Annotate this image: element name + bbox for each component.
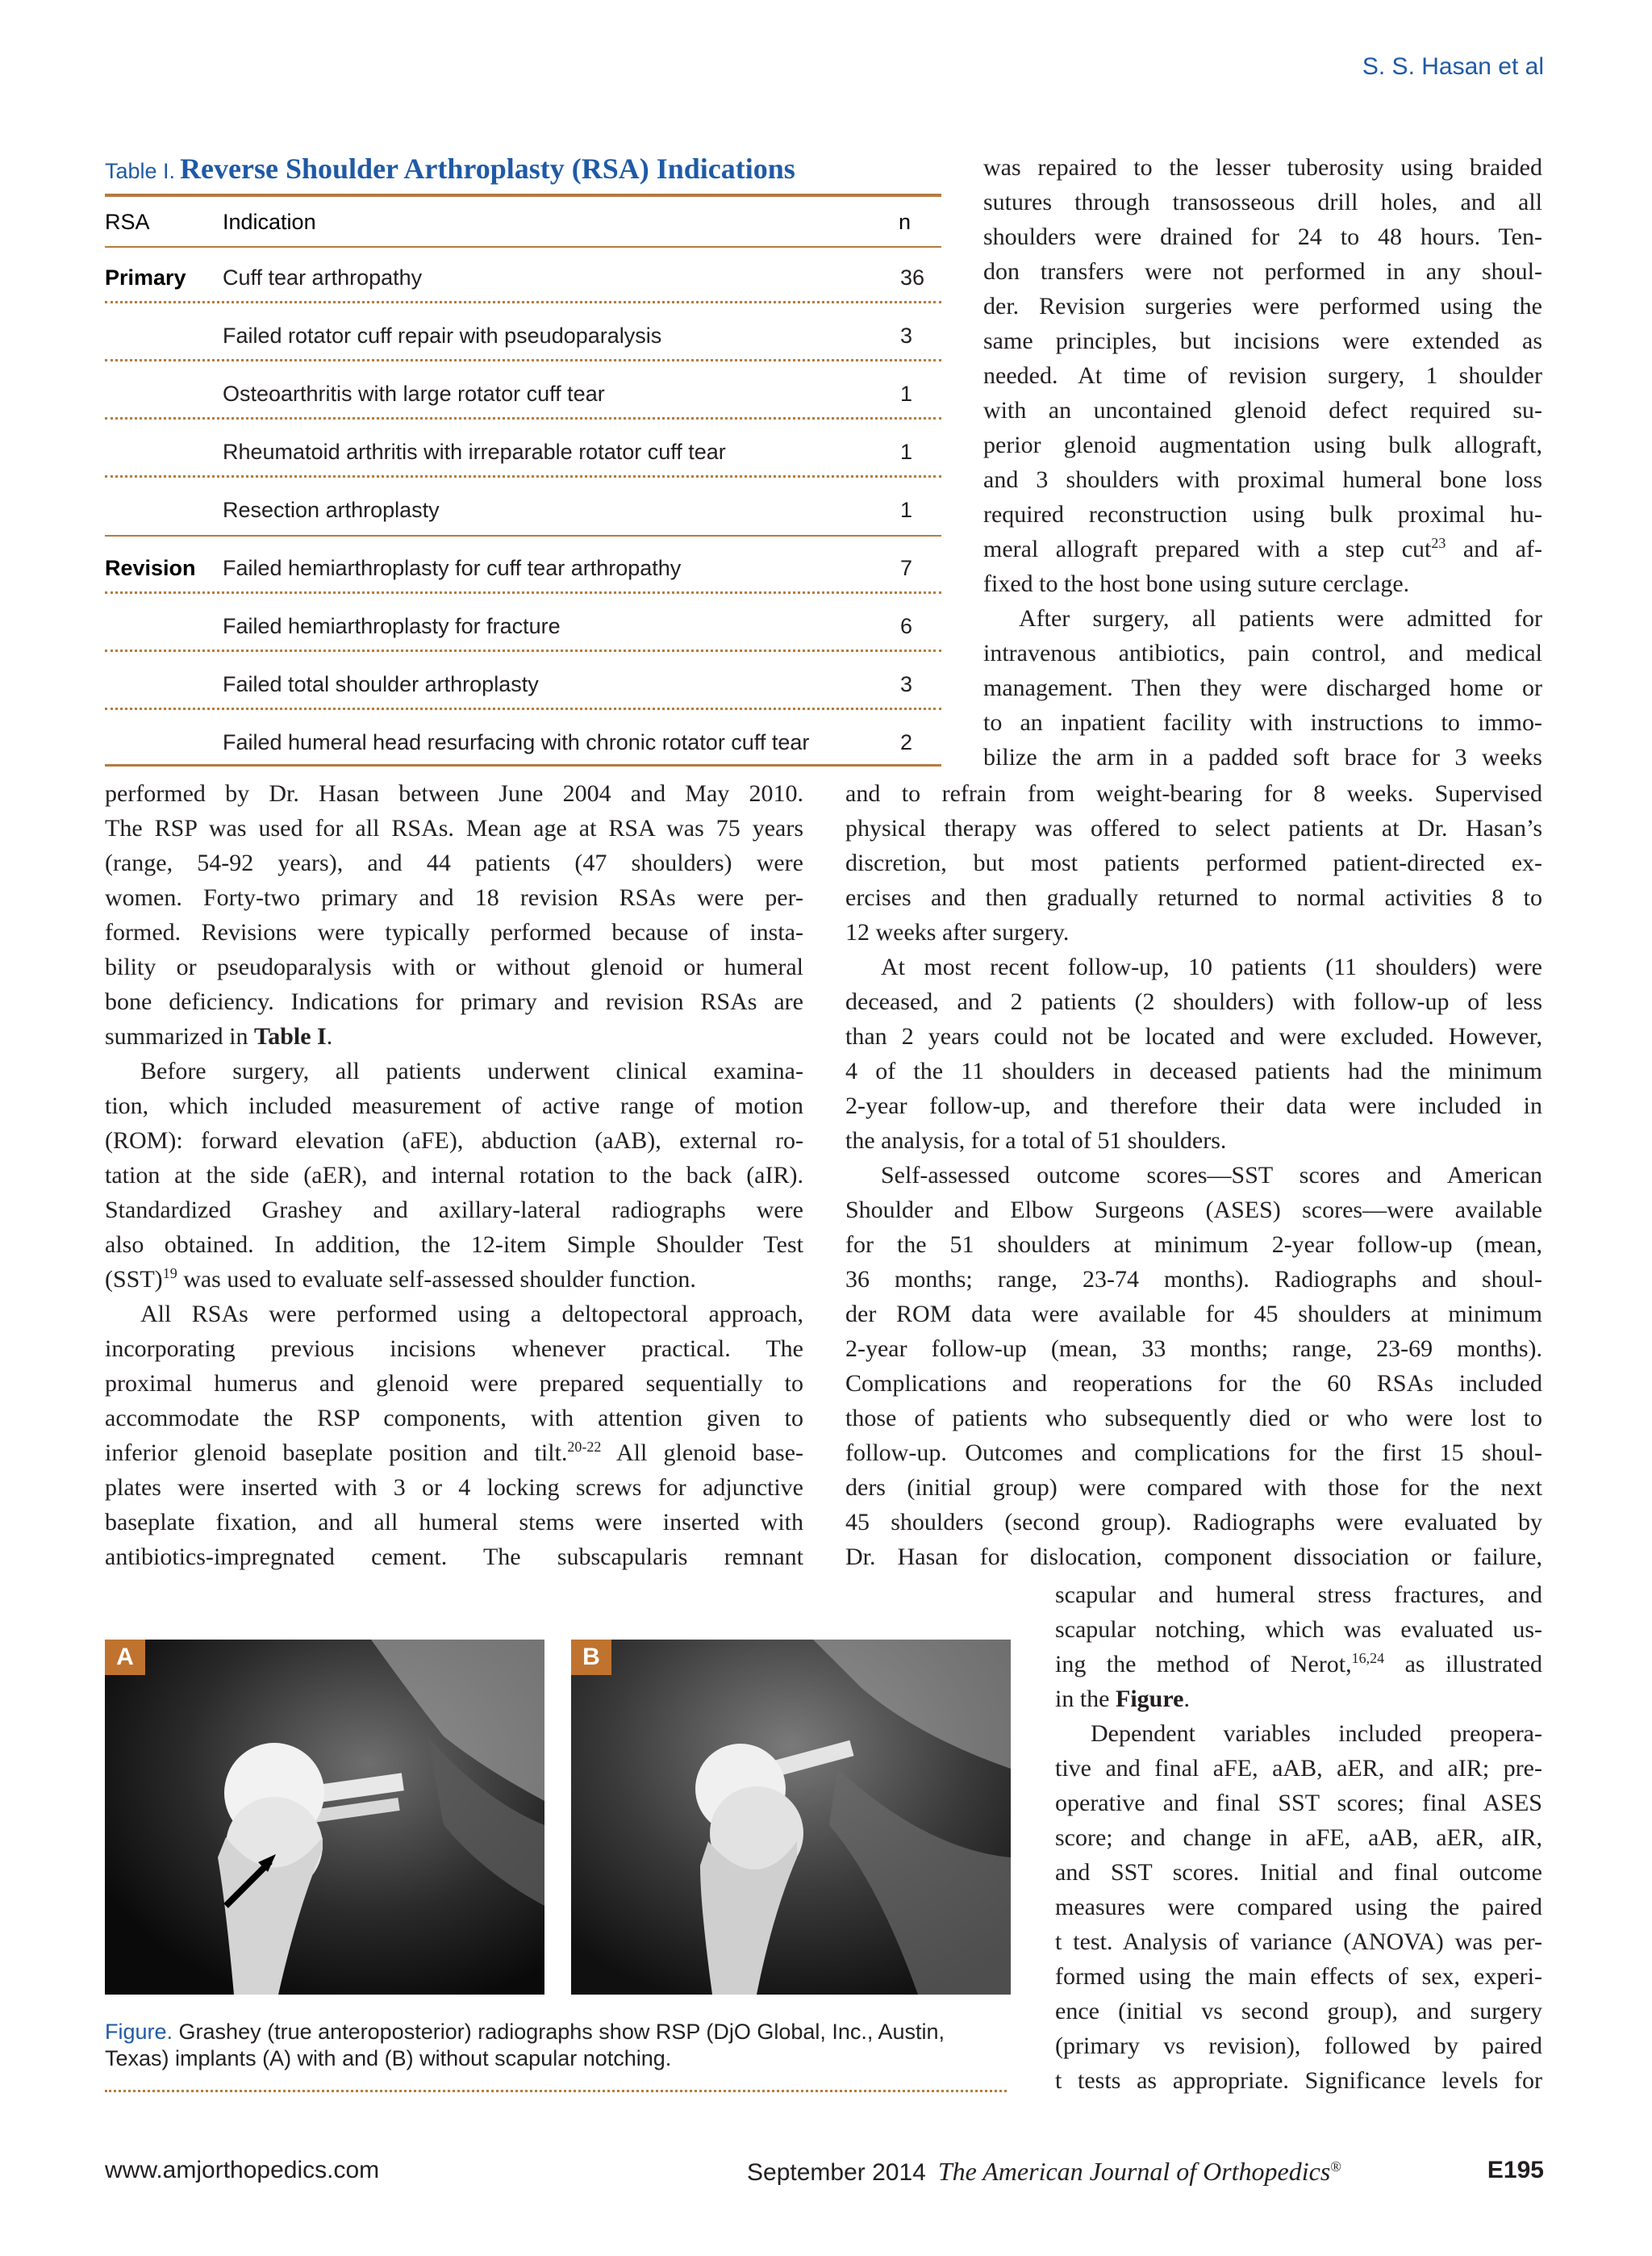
text-line [983, 532, 1542, 566]
left-p1-last-line [105, 1019, 803, 1054]
running-head: S. S. Hasan et al [1362, 53, 1544, 80]
footer-issue [747, 2157, 1341, 2187]
figure-caption [105, 2019, 960, 2072]
text-line: discretion, but most patients performed patient-directed ex- [845, 850, 1542, 876]
table-cell-indication: Failed total shoulder arthroplasty [223, 672, 539, 696]
text-line: score; and change in aFE, aAB, aER, aIR, [1055, 1824, 1542, 1851]
figure-bottom-rule [105, 2090, 1007, 2092]
text-line: proximal humerus and glenoid were prepared sequentially to [105, 1370, 803, 1397]
right-bottom-line-4 [1055, 1682, 1542, 1716]
text-line: bilize the arm in a padded soft brace for 3 weeks [983, 744, 1542, 771]
table-row-divider [105, 301, 941, 303]
table-cell-n: 36 [900, 265, 925, 290]
text-line: Shoulder and Elbow Surgeons (ASES) scores—were available [845, 1197, 1542, 1223]
right-column-top [983, 150, 1542, 775]
table-cell-indication: Cuff tear arthropathy [223, 265, 423, 290]
text-line: with an uncontained glenoid defect required su- [983, 397, 1542, 424]
text-line: 4 of the 11 shoulders in deceased patients had the minimum [845, 1058, 1542, 1084]
table-cell-n: 1 [900, 498, 913, 522]
table-row-divider [105, 475, 941, 478]
text-line: performed by Dr. Hasan between June 2004 and May 2010. [105, 780, 803, 807]
text-line: der. Revision surgeries were performed using the [983, 293, 1542, 320]
left-column [105, 776, 803, 1574]
xray-b-image [571, 1640, 1011, 1995]
text-line: and SST scores. Initial and final outcome [1055, 1859, 1542, 1886]
table-row-divider [105, 650, 941, 652]
table-label: Table I. [105, 159, 176, 183]
text-span: in the [1055, 1686, 1116, 1712]
citation: 19 [162, 1265, 177, 1281]
text-line: At most recent follow-up, 10 patients (11 shoulders) were [881, 954, 1542, 980]
text-line: 36 months; range, 23-74 months). Radiographs and shoul- [845, 1266, 1542, 1293]
text-line: intravenous antibiotics, pain control, and medical [983, 640, 1542, 666]
table-ref: Table I [253, 1023, 327, 1050]
text-span: (SST) [105, 1266, 163, 1293]
text-line: also obtained. In addition, the 12-item Simple Shoulder Test [105, 1231, 803, 1258]
xray-a-image [105, 1640, 544, 1995]
text-line: (primary vs revision), followed by paired [1055, 2032, 1542, 2059]
text-line: plates were inserted with 3 or 4 locking screws for adjunctive [105, 1474, 803, 1501]
text-line: t tests as appropriate. Significance levels for [1055, 2067, 1542, 2094]
text-line: Dr. Hasan for dislocation, component dissociation or failure, [845, 1544, 1542, 1570]
text-span: ing the method of Nerot, [1055, 1651, 1352, 1677]
right-column-middle [845, 776, 1542, 1574]
text-line: bone deficiency. Indications for primary and revision RSAs are [105, 988, 803, 1015]
text-line: the analysis, for a total of 51 shoulders. [845, 1127, 1227, 1154]
text-line: tion, which included measurement of active range of motion [105, 1092, 803, 1119]
text-line: deceased, and 2 patients (2 shoulders) with follow-up of less [845, 988, 1542, 1015]
text-line: to an inpatient facility with instructions to immo- [983, 709, 1542, 736]
text-line: incorporating previous incisions whenever practical. The [105, 1335, 803, 1362]
text-line: ence (initial vs second group), and surgery [1055, 1998, 1542, 2024]
text-line: scapular and humeral stress fractures, and [1055, 1581, 1542, 1608]
table-title [105, 152, 944, 187]
table-cell-indication: Osteoarthritis with large rotator cuff tear [223, 382, 605, 406]
text-line: Standardized Grashey and axillary-lateral radiographs were [105, 1197, 803, 1223]
text-line: Self-assessed outcome scores—SST scores and American [881, 1162, 1542, 1189]
text-line: and 3 shoulders with proximal humeral bone loss [983, 466, 1542, 493]
text-line: ercises and then gradually returned to normal activities 8 to [845, 884, 1542, 911]
table-row-divider [105, 591, 941, 594]
text-line: t test. Analysis of variance (ANOVA) was per- [1055, 1928, 1542, 1955]
text-span: All glenoid base- [601, 1439, 803, 1466]
table-cell-group: Revision [105, 556, 196, 580]
text-line: Dependent variables included preopera- [1091, 1720, 1542, 1747]
text-span: summarized in [105, 1023, 254, 1050]
text-line: was repaired to the lesser tuberosity using braided [983, 154, 1542, 181]
figure-ref: Figure [1116, 1686, 1184, 1712]
text-line: those of patients who subsequently died or who were lost to [845, 1405, 1542, 1431]
text-line: physical therapy was offered to select patients at Dr. Hasan’s [845, 815, 1542, 842]
table-cell-indication: Rheumatoid arthritis with irreparable rotator cuff tear [223, 440, 726, 464]
text-span: inferior glenoid baseplate position and tilt. [105, 1439, 568, 1466]
text-line: for the 51 shoulders at minimum 2-year follow-up (mean, [845, 1231, 1542, 1258]
citation: 16,24 [1351, 1650, 1385, 1666]
panel-b-tag: B [571, 1640, 611, 1675]
table-header-indication: Indication [223, 210, 316, 234]
text-span: . [326, 1023, 333, 1050]
left-p2-last-line [105, 1262, 803, 1297]
text-line: than 2 years could not be located and were excluded. However, [845, 1023, 1542, 1050]
figure-caption-text: Grashey (true anteroposterior) radiographs show RSP (DjO Global, Inc., Austin, Texas) implants (A) with and (B) without scapular notching. [105, 2020, 945, 2070]
text-line: tive and final aFE, aAB, aER, and aIR; pre- [1055, 1755, 1542, 1782]
text-line: perior glenoid augmentation using bulk allograft, [983, 432, 1542, 458]
table-bottom-rule [105, 764, 941, 767]
text-line: tation at the side (aER), and internal rotation to the back (aIR). [105, 1162, 803, 1189]
text-line: required reconstruction using bulk proximal hu- [983, 501, 1542, 528]
footer-date: September 2014 [747, 2159, 926, 2186]
table-header-rsa: RSA [105, 210, 150, 234]
text-line: fixed to the host bone using suture cerclage. [983, 570, 1410, 597]
table-cell-indication: Failed hemiarthroplasty for cuff tear arthropathy [223, 556, 682, 580]
table-header-rule [105, 246, 941, 248]
text-line: Complications and reoperations for the 60 RSAs included [845, 1370, 1542, 1397]
footer-url: www.amjorthopedics.com [105, 2157, 380, 2183]
table-cell-n: 1 [900, 440, 913, 464]
left-p3-line-5 [105, 1435, 803, 1470]
text-line: don transfers were not performed in any shoul- [983, 258, 1542, 285]
text-line: measures were compared using the paired [1055, 1894, 1542, 1920]
text-line: operative and final SST scores; final ASES [1055, 1790, 1542, 1816]
page-number: E195 [1487, 2157, 1544, 2183]
xray-panel-a [105, 1640, 544, 1995]
right-column-bottom [1055, 1577, 1542, 2098]
footer-reg: ® [1330, 2158, 1341, 2175]
table-cell-n: 3 [900, 324, 913, 348]
right-bottom-line-3 [1055, 1647, 1542, 1682]
text-line: (ROM): forward elevation (aFE), abduction (aAB), external ro- [105, 1127, 803, 1154]
text-line: 45 shoulders (second group). Radiographs were evaluated by [845, 1509, 1542, 1535]
text-line: scapular notching, which was evaluated us- [1055, 1616, 1542, 1643]
table-cell-indication: Failed hemiarthroplasty for fracture [223, 614, 561, 638]
table-cell-n: 2 [900, 730, 913, 754]
text-span: . [1183, 1686, 1190, 1712]
table-cell-n: 1 [900, 382, 913, 406]
table-cell-n: 3 [900, 672, 913, 696]
text-line: der ROM data were available for 45 shoulders at minimum [845, 1301, 1542, 1327]
table-row-divider [105, 417, 941, 420]
table-row-divider [105, 359, 941, 361]
text-line: (range, 54-92 years), and 44 patients (47 shoulders) were [105, 850, 803, 876]
table-row-divider [105, 708, 941, 710]
text-line: ders (initial group) were compared with those for the next [845, 1474, 1542, 1501]
table-cell-n: 7 [900, 556, 913, 580]
table-cell-indication: Resection arthroplasty [223, 498, 440, 522]
text-line: All RSAs were performed using a deltopectoral approach, [140, 1301, 803, 1327]
text-line: sutures through transosseous drill holes, and all [983, 189, 1542, 215]
table-cell-indication: Failed rotator cuff repair with pseudoparalysis [223, 324, 662, 348]
footer-journal: The American Journal of Orthopedics [937, 2157, 1331, 2186]
text-line: women. Forty-two primary and 18 revision RSAs were per- [105, 884, 803, 911]
xray-panel-b [571, 1640, 1011, 1995]
text-line: accommodate the RSP components, with attention given to [105, 1405, 803, 1431]
text-line: follow-up. Outcomes and complications for the first 15 shoul- [845, 1439, 1542, 1466]
text-span: was used to evaluate self-assessed shoulder function. [177, 1266, 696, 1293]
text-line: and to refrain from weight-bearing for 8 weeks. Supervised [845, 780, 1542, 807]
text-line: After surgery, all patients were admitted for [1019, 605, 1542, 632]
citation: 23 [1431, 535, 1446, 551]
text-line: same principles, but incisions were extended as [983, 328, 1542, 354]
text-line: needed. At time of revision surgery, 1 shoulder [983, 362, 1542, 389]
table-cell-n: 6 [900, 614, 913, 638]
text-line: 2-year follow-up (mean, 33 months; range, 23-69 months). [845, 1335, 1542, 1362]
text-line: 12 weeks after surgery. [845, 919, 1070, 946]
panel-a-tag: A [105, 1640, 145, 1675]
text-line: baseplate fixation, and all humeral stems were inserted with [105, 1509, 803, 1535]
text-span: as illustrated [1384, 1651, 1542, 1677]
text-span: meral allograft prepared with a step cut [983, 536, 1432, 562]
text-line: formed using the main effects of sex, experi- [1055, 1963, 1542, 1990]
text-line: management. Then they were discharged home or [983, 675, 1542, 701]
text-line: 2-year follow-up, and therefore their data were included in [845, 1092, 1542, 1119]
text-line: shoulders were drained for 24 to 48 hours. Ten- [983, 224, 1542, 250]
text-line: The RSP was used for all RSAs. Mean age at RSA was 75 years [105, 815, 803, 842]
citation: 20-22 [567, 1439, 602, 1455]
text-line: antibiotics-impregnated cement. The subscapularis remnant [105, 1544, 803, 1570]
text-line: formed. Revisions were typically performed because of insta- [105, 919, 803, 946]
table-group-rule [105, 535, 941, 537]
table-heading: Reverse Shoulder Arthroplasty (RSA) Indications [180, 152, 795, 185]
table-header-n: n [899, 210, 912, 234]
table-cell-group: Primary [105, 265, 186, 290]
table-top-rule [105, 194, 941, 197]
text-line: Before surgery, all patients underwent clinical examina- [140, 1058, 803, 1084]
text-span: and af- [1446, 536, 1542, 562]
table-cell-indication: Failed humeral head resurfacing with chronic rotator cuff tear [223, 730, 810, 754]
figure-label: Figure. [105, 2020, 173, 2044]
text-line: bility or pseudoparalysis with or without glenoid or humeral [105, 954, 803, 980]
